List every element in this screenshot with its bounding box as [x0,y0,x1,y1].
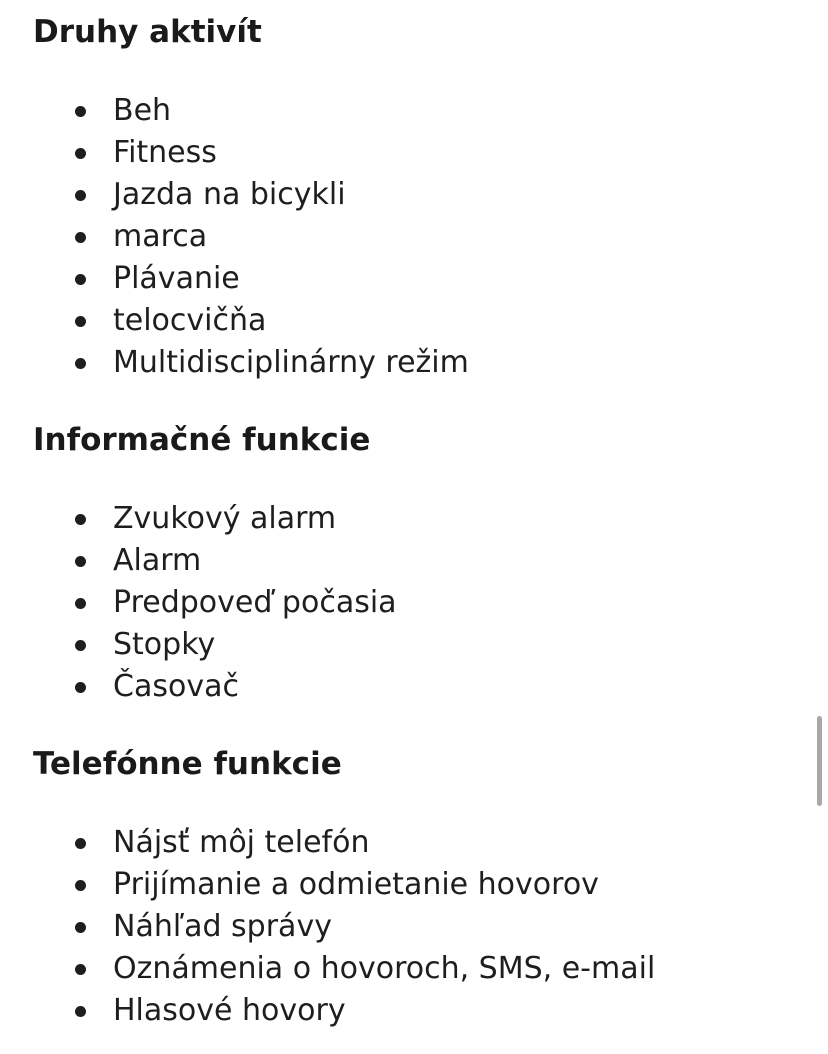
bullet-icon [75,358,86,369]
bullet-icon [75,556,86,567]
bullet-icon [75,964,86,975]
bullet-icon [75,640,86,651]
list-item-text: Jazda na bicykli [113,177,346,212]
list-item-text: Hlasové hovory [113,993,346,1028]
section-heading-info-features: Informačné funkcie [33,422,371,458]
list-item [33,174,469,216]
bullet-icon [75,1006,86,1017]
list-item [33,666,397,708]
phone-features-list [33,822,655,1032]
list-item [33,258,469,300]
list-item-text: Zvukový alarm [113,501,337,536]
list-item-text: Nájsť môj telefón [113,825,370,860]
list-item-text: Predpoveď počasia [113,585,397,620]
scrollbar-thumb[interactable] [817,716,822,806]
list-item-text: Beh [113,93,172,128]
bullet-icon [75,232,86,243]
bullet-icon [75,148,86,159]
list-item-text: Prijímanie a odmietanie hovorov [113,867,599,902]
list-item [33,300,469,342]
bullet-icon [75,106,86,117]
list-item [33,540,397,582]
bullet-icon [75,598,86,609]
section-heading-phone-features: Telefónne funkcie [33,746,342,782]
bullet-icon [75,316,86,327]
list-item [33,498,397,540]
activity-types-list [33,90,469,384]
list-item [33,990,655,1032]
bullet-icon [75,922,86,933]
list-item [33,90,469,132]
bullet-icon [75,682,86,693]
bullet-icon [75,514,86,525]
list-item [33,864,655,906]
list-item-text: marca [113,219,208,254]
bullet-icon [75,190,86,201]
list-item [33,216,469,258]
list-item [33,342,469,384]
bullet-icon [75,838,86,849]
list-item-text: Fitness [113,135,217,170]
list-item [33,906,655,948]
section-heading-activity-types: Druhy aktivít [33,14,262,50]
list-item [33,582,397,624]
list-item-text: Náhľad správy [113,909,332,944]
list-item-text: Multidisciplinárny režim [113,345,469,380]
list-item-text: telocvičňa [113,303,267,338]
list-item-text: Alarm [113,543,202,578]
bullet-icon [75,274,86,285]
list-item-text: Stopky [113,627,216,662]
info-features-list [33,498,397,708]
list-item-text: Časovač [113,669,239,704]
bullet-icon [75,880,86,891]
list-item [33,132,469,174]
list-item [33,822,655,864]
list-item-text: Plávanie [113,261,240,296]
list-item-text: Oznámenia o hovoroch, SMS, e-mail [113,951,656,986]
list-item [33,948,655,990]
list-item [33,624,397,666]
